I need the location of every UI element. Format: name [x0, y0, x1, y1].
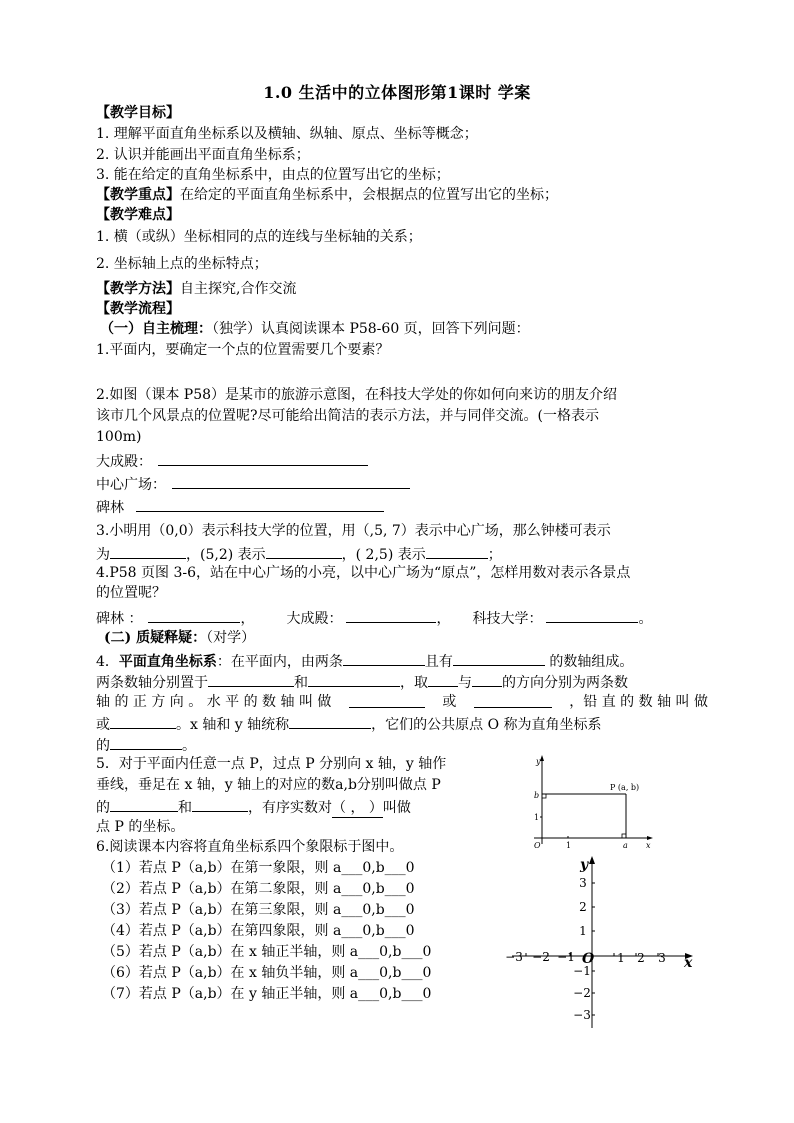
y-tick-label: −2 — [573, 986, 591, 1000]
question-4-line: 的位置呢？ — [96, 585, 166, 601]
p2-q4-line: 4．平面直角坐标系：在平面内，由两条 且有 的数轴组成。 — [96, 651, 633, 671]
p2-q4-line: 或 。x 轴和 y 轴统称 ，它们的公共原点 O 称为直角坐标系 — [96, 714, 602, 734]
y-tick-label: 2 — [579, 900, 587, 914]
one-x-label: 1 — [566, 841, 572, 850]
question-2-line: 2.如图（课本 P58）是某市的旅游示意图，在科技大学处的你如何向来访的朋友介绍 — [96, 387, 618, 403]
question-2-line: 该市几个风景点的位置呢?尽可能给出简洁的表示方法，并与同伴交流。(一格表示 — [96, 408, 599, 424]
goal-item: 1. 理解平面直角坐标系以及横轴、纵轴、原点、坐标等概念； — [96, 126, 478, 142]
question-4-line: 4.P58 页图 3-6，站在中心广场的小亮，以中心广场为“原点”，怎样用数对表示各景点 — [96, 565, 631, 581]
x-label: x — [646, 841, 651, 850]
condition-item: （5）若点 P（a,b）在 x 轴正半轴，则 a___0,b___0 — [102, 944, 432, 960]
x-label: x — [684, 955, 693, 971]
condition-item: （7）若点 P（a,b）在 y 轴正半轴，则 a___0,b___0 — [102, 986, 432, 1002]
key-point: 【教学重点】在给定的平面直角坐标系中，会根据点的位置写出它的坐标； — [96, 187, 558, 203]
difficulty-heading: 【教学难点】 — [96, 207, 180, 223]
p2-q5-line: 垂线，垂足在 x 轴，y 轴上的对应的数a,b分别叫做点 P — [96, 777, 441, 793]
p2-q4-line: 的 。 — [96, 735, 196, 755]
question-3-line: 3.小明用（0,0）表示科技大学的位置，用（,5, 7）表示中心广场，那么钟楼可表示 — [96, 523, 611, 539]
difficulty-item: 2. 坐标轴上点的坐标特点； — [96, 256, 268, 272]
y-label: y — [580, 857, 589, 873]
y-tick-label: 3 — [579, 876, 587, 890]
p2-q5-line: 的 和 ，有序实数对（ ， ）叫做 — [96, 797, 411, 818]
x-axis-arrow — [647, 836, 653, 840]
origin-label: O — [582, 951, 595, 967]
x-tick-label: 1 — [617, 951, 625, 965]
y-tick-label: 1 — [579, 924, 587, 938]
part2-heading: (二) 质疑释疑：（对学） — [104, 630, 256, 646]
right-angle-mark — [542, 794, 546, 798]
x-tick-label: 3 — [658, 951, 666, 965]
p2-q4-line: 两条数轴分别置于 和 ，取 与 的方向分别为两条数 — [96, 672, 628, 692]
x-tick-label: 2 — [637, 951, 645, 965]
y-axis-arrow — [589, 856, 595, 864]
one-y-label: 1 — [534, 813, 540, 822]
condition-item: （6）若点 P（a,b）在 x 轴负半轴，则 a___0,b___0 — [102, 965, 432, 981]
part1-heading: （一）自主梳理：（独学）认真阅读课本 P58-60 页，回答下列问题： — [100, 321, 530, 337]
condition-item: （1）若点 P（a,b）在第一象限，则 a___0,b___0 — [102, 860, 415, 876]
point-coordinate-figure — [522, 752, 662, 852]
place-row: 大成殿： — [96, 451, 368, 471]
condition-item: （3）若点 P（a,b）在第三象限，则 a___0,b___0 — [102, 902, 415, 918]
condition-item: （4）若点 P（a,b）在第四象限，则 a___0,b___0 — [102, 923, 415, 939]
y-label: y — [536, 757, 541, 766]
y-axis-arrow — [540, 755, 544, 761]
a-label: a — [623, 841, 628, 850]
question-1: 1.平面内，要确定一个点的位置需要几个要素？ — [96, 342, 390, 358]
place-row: 碑林 — [96, 497, 384, 517]
place-row: 中心广场： — [96, 474, 410, 494]
p2-q5-line: 点 P 的坐标。 — [96, 819, 185, 835]
p2-q5-line: 5．对于平面内任意一点 P，过点 P 分别向 x 轴，y 轴作 — [96, 756, 447, 772]
x-tick-label: −1 — [557, 950, 575, 964]
x-tick-label: −2 — [532, 950, 550, 964]
question-3-blanks: 为 ，(5,2) 表示 ，( 2,5) 表示 ； — [96, 544, 502, 564]
point-p-label: P (a, b) — [610, 783, 640, 792]
right-angle-mark — [622, 834, 626, 838]
b-label: b — [534, 791, 540, 800]
x-tick-label: −3 — [505, 950, 523, 964]
condition-item: （2）若点 P（a,b）在第二象限，则 a___0,b___0 — [102, 881, 415, 897]
question-4-blanks: 碑林 ： ， 大成殿： ， 科技大学： 。 — [96, 608, 652, 628]
y-tick-label: −3 — [573, 1008, 591, 1022]
p2-q4-line: 轴 的 正 方 向 。 水 平 的 数 轴 叫 做 或 ，铅 直 的 数 轴 叫 做 — [96, 694, 708, 710]
goals-heading: 【教学目标】 — [96, 105, 180, 121]
method: 【教学方法】自主探究,合作交流 — [96, 281, 297, 297]
p2-q6: 6.阅读课本内容将直角坐标系四个象限标于图中。 — [96, 839, 404, 855]
goal-item: 2. 认识并能画出平面直角坐标系； — [96, 147, 310, 163]
difficulty-item: 1. 横（或纵）坐标相同的点的连线与坐标轴的关系； — [96, 229, 422, 245]
goal-item: 3. 能在给定的直角坐标系中，由点的位置写出它的坐标； — [96, 167, 450, 183]
question-2-line: 100m) — [96, 429, 142, 445]
coordinate-plane-figure — [504, 852, 704, 1032]
page-title: 1.0 生活中的立体图形第1课时 学案 — [263, 83, 531, 102]
flow-heading: 【教学流程】 — [96, 301, 180, 317]
origin-label: O — [534, 841, 541, 850]
y-tick-label: −1 — [573, 964, 591, 978]
